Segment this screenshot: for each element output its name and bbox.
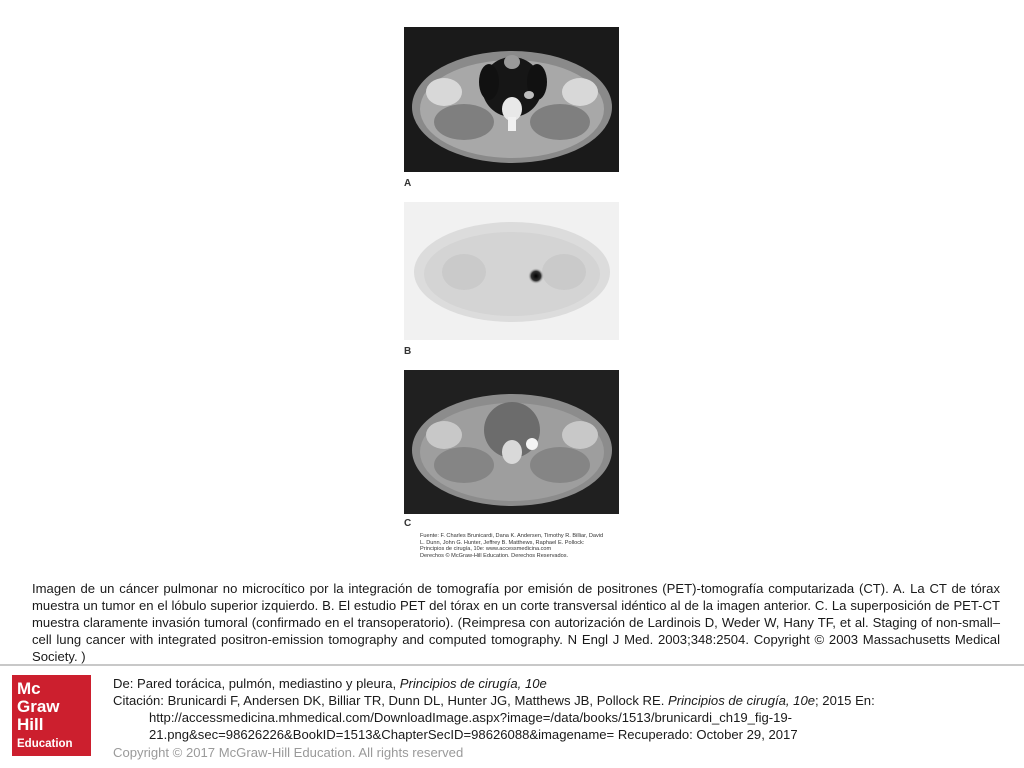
figure-caption: Imagen de un cáncer pulmonar no microcítico por la integración de tomografía por emisión de positrones (PET)-tomografía computarizada (CT). A. La CT de tórax muestra un tumor en el lóbulo superior izquierdo. B. El estudio PET del tórax en un corte transversal idéntico al de la imagen anterior. C. La superposición de PET-CT muestra claramente invasión tumoral (confirmado en el transoperatorio). (Reimpresa con autorización de Lardinois D, Weder W, Hany TF, et al. Staging of non-small–cell lung cancer with integrated positron-emission tomography and computed tomography. N Engl J Med. 2003;348:2504. Copyright © 2003 Massachusetts Medical Society. ) [32, 581, 1000, 664]
panel-a-label: A [404, 178, 412, 189]
citation-year: ; 2015 En: [815, 693, 875, 708]
figure-source-note [420, 533, 610, 559]
mcgraw-hill-logo [12, 675, 91, 756]
logo-text: Hill [17, 715, 44, 734]
ct-scan-drawing [404, 27, 619, 172]
citation-book-title: Principios de cirugía, 10e [668, 693, 816, 708]
citation-footer [113, 675, 1013, 743]
logo-text: Graw [17, 697, 60, 716]
ct-scan-image [404, 27, 619, 172]
source-book-title: Principios de cirugía, 10e [399, 676, 547, 691]
copyright-notice: Copyright © 2017 McGraw-Hill Education. All rights reserved [113, 745, 464, 760]
panel-c-label: C [404, 518, 412, 529]
panel-b-label: B [404, 346, 412, 357]
citation-url-line: 21.png&sec=98626226&BookID=1513&ChapterSecID=98626088&imagename= Recuperado: October 29, 2017 [149, 727, 798, 742]
footer-divider [0, 664, 1024, 666]
source-note-line: L. Dunn, John G. Hunter, Jeffrey B. Matthews, Raphael E. Pollock: [420, 539, 585, 546]
source-note-line: Fuente: F. Charles Brunicardi, Dana K. Andersen, Timothy R. Billiar, David [420, 533, 604, 539]
citation-url-line: http://accessmedicina.mhmedical.com/DownloadImage.aspx?image=/data/books/1513/brunicardi_ch19_fig-19- [149, 710, 793, 725]
source-chapter-prefix: De: Pared torácica, pulmón, mediastino y pleura, [113, 676, 400, 691]
pet-scan-drawing [404, 202, 619, 340]
source-note-line: Principios de cirugía, 10e: www.accessmedicina.com [420, 546, 552, 553]
pet-scan-image [404, 202, 619, 340]
logo-text: Education [17, 738, 73, 750]
citation-line [113, 692, 1013, 709]
pet-ct-drawing [404, 370, 619, 514]
source-note-line: Derechos © McGraw-Hill Education. Derechos Reservados. [420, 552, 569, 559]
logo-text: Mc [17, 679, 41, 698]
citation-authors: Citación: Brunicardi F, Andersen DK, Billiar TR, Dunn DL, Hunter JG, Matthews JB, Pollock RE. [113, 693, 668, 708]
pet-ct-fusion-image [404, 370, 619, 514]
source-chapter [113, 675, 1013, 692]
